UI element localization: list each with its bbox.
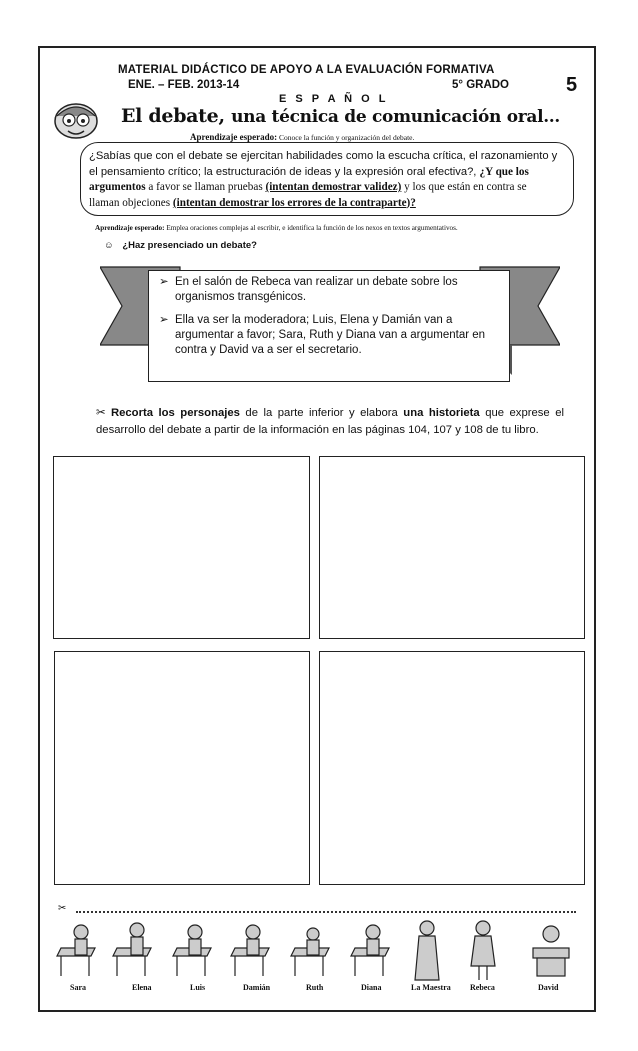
character-name-ruth: Ruth (306, 983, 324, 992)
scissors-icon: ✂ (96, 407, 106, 419)
learning-goal-2 (95, 224, 458, 232)
bubble-line-4a: llaman objeciones (89, 196, 171, 209)
character-name-rebeca: Rebeca (470, 983, 495, 992)
character-name-sara: Sara (70, 983, 86, 992)
learning-goal-2-label: Aprendizaje esperado: (95, 224, 165, 232)
bubble-line-4b: (intentan demostrar los errores de la contraparte)? (172, 196, 416, 209)
instruction-bold-2: una historieta (403, 407, 480, 419)
cut-line (58, 903, 578, 915)
arrow-bullet-icon: ➢ (159, 314, 169, 326)
ribbon-item-2 (159, 313, 503, 358)
bubble-argumentos: argumentos (89, 181, 146, 193)
subject-label: E S P A Ñ O L (279, 93, 389, 105)
info-bubble (80, 142, 574, 216)
character-name-diana: Diana (361, 983, 382, 992)
dotted-cut-line (76, 911, 576, 913)
header-title: MATERIAL DIDÁCTICO DE APOYO A LA EVALUACIÓN FORMATIVA (118, 64, 495, 76)
bubble-line-1: ¿Sabías que con el debate se ejercitan habilidades como la escucha crítica, el razonamiento y (89, 150, 558, 162)
title-part2: una técnica de comunicación oral… (231, 107, 561, 127)
student-mascot-icon (50, 100, 102, 142)
arrow-bullet-icon: ➢ (159, 276, 169, 288)
ribbon-item-1 (159, 275, 503, 305)
bubble-line-3b: (intentan demostrar validez) (265, 181, 402, 193)
page-number: 5 (566, 74, 578, 96)
header-grade: 5° GRADO (452, 79, 509, 91)
page-title (121, 105, 560, 127)
bubble-line-2 (89, 165, 565, 181)
title-part1: El debate, (121, 105, 225, 127)
comic-panel-2[interactable] (319, 456, 585, 639)
ribbon-text-box (148, 270, 510, 382)
learning-goal-1-label: Aprendizaje esperado: (190, 132, 278, 142)
character-name-la-maestra: La Maestra (411, 983, 451, 992)
comic-panel-3[interactable] (54, 651, 310, 885)
character-name-damian: Damián (243, 983, 271, 992)
bubble-line-3 (89, 180, 565, 196)
question-line (104, 240, 257, 251)
question-text: ¿Haz presenciado un debate? (122, 240, 257, 251)
learning-goal-2-text: Emplea oraciones complejas al escribir, e identifica la función de los nexos en textos argumentativos. (166, 224, 458, 232)
instruction-text-2: que exprese el desarrollo del debate a partir de la información en las páginas 104, 107 y 108 de tu libro. (96, 407, 564, 436)
scissors-icon: ✂ (58, 903, 67, 914)
bubble-line-2a: el pensamiento crítico; la estructuración de ideas y la expresión oral efectiva?, (89, 165, 477, 178)
character-name-elena: Elena (132, 983, 152, 992)
instruction-text-1: de la parte inferior y elabora (239, 407, 404, 419)
bubble-line-4 (89, 196, 565, 212)
smiley-icon: ☺ (104, 240, 114, 251)
learning-goal-1-text: Conoce la función y organización del debate. (278, 133, 415, 142)
comic-panel-1[interactable] (53, 456, 310, 639)
ribbon-item-2-text: Ella va ser la moderadora; Luis, Elena y Damián van a argumentar a favor; Sara, Ruth y Diana van a argumentar en contra y David va a ser el secretario. (175, 314, 486, 356)
character-name-david: David (538, 983, 559, 992)
header-period: ENE. – FEB. 2013-14 (128, 79, 240, 91)
bubble-line-2b: ¿Y que los (479, 165, 529, 178)
learning-goal-1 (190, 132, 414, 142)
bubble-line-3c: y los que están en contra se (404, 181, 527, 193)
character-name-luis: Luis (190, 983, 206, 992)
comic-panel-4[interactable] (319, 651, 585, 885)
bubble-line-3a: a favor se llaman pruebas (148, 181, 263, 193)
ribbon-item-1-text: En el salón de Rebeca van realizar un debate sobre los organismos transgénicos. (175, 276, 458, 303)
instruction-text (96, 405, 564, 439)
instruction-bold-1: Recorta los personajes (110, 407, 240, 419)
